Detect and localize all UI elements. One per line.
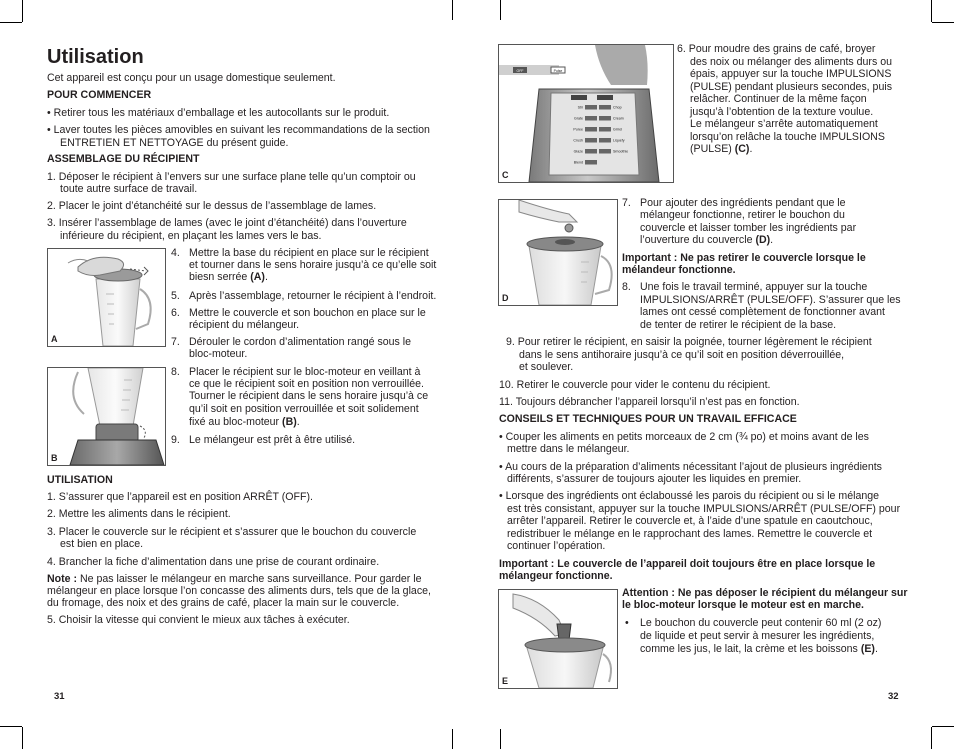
- panel-right-label: Chop: [613, 105, 622, 110]
- figure-b-label: B: [51, 453, 58, 463]
- step-text: relâcher. Continuer de la même façon: [690, 93, 867, 105]
- attention-note: Attention : Ne pas déposer le récipient du mélangeur sur: [622, 587, 908, 599]
- step-text: 11. Toujours débrancher l’appareil lorsqu’il n’est pas en fonction.: [499, 396, 800, 408]
- step-text: l’ouverture du couvercle (D).: [640, 234, 774, 246]
- adding-ingredients-illustration: [499, 200, 617, 305]
- step-text: IMPULSIONS/ARRÊT (PULSE/OFF). S’assurer que les: [640, 294, 901, 306]
- crop-mark: [22, 0, 23, 22]
- step-text: mélangeur fonctionne, retirer le bouchon du: [640, 209, 845, 221]
- panel-left-label: Grate: [574, 116, 583, 121]
- pour-commencer-heading: POUR COMMENCER: [47, 89, 152, 101]
- list-item: 3. Insérer l’assemblage de lames (avec le joint d’étanchéité) dans l’ouverture: [47, 217, 407, 229]
- list-item: arrêter l’appareil. Retirer le couvercle et, à l’aide d’une spatule en caoutchouc,: [507, 515, 873, 527]
- note-text: Ne pas laisser le mélangeur en marche sans surveillance. Pour garder le: [77, 573, 422, 585]
- step-number: 9.: [171, 434, 180, 446]
- step-text: couvercle et laisser tomber les ingrédients par: [640, 222, 857, 234]
- list-item: mettre dans le mélangeur.: [507, 443, 630, 455]
- panel-speed-key: [585, 105, 597, 110]
- panel-speed-key: [585, 138, 597, 143]
- attention-note: le bloc-moteur lorsque le moteur est en marche.: [622, 599, 864, 611]
- crop-mark: [22, 727, 23, 749]
- step-text: des noix ou mélanger des aliments durs ou: [690, 56, 892, 68]
- step-text: .: [264, 271, 268, 283]
- list-item: • Retirer tous les matériaux d’emballage et les autocollants sur le produit.: [47, 107, 390, 119]
- crop-mark: [452, 729, 453, 749]
- list-item: • Couper les aliments en petits morceaux de 2 cm (¾ po) et moins avant de les: [499, 431, 869, 443]
- panel-speed-key: [585, 116, 597, 121]
- step-number: 7.: [171, 336, 180, 348]
- step-text: Après l’assemblage, retourner le récipient à l’endroit.: [189, 290, 437, 302]
- step-text: bloc-moteur.: [189, 348, 248, 360]
- step-text: Dérouler le cordon d’alimentation rangé sous le: [189, 336, 412, 348]
- step-text: jusqu’à l’obtention de la texture voulue.: [690, 106, 874, 118]
- figure-d: [498, 199, 618, 306]
- step-text: Le mélangeur est prêt à être utilisé.: [189, 434, 356, 446]
- figure-b: [47, 367, 166, 466]
- step-text: 6. Pour moudre des grains de café, broyer: [677, 43, 876, 55]
- list-item: comme les jus, le lait, la crème et les boissons: [640, 643, 858, 655]
- figure-a: [47, 248, 166, 347]
- crop-mark: [0, 22, 22, 23]
- panel-speed-key: [599, 105, 611, 110]
- panel-speed-key: [599, 116, 611, 121]
- list-item: différents, s’assurer de toujours ajouter les liquides en premier.: [507, 473, 802, 485]
- step-number: 4.: [171, 247, 180, 259]
- step-text: 10. Retirer le couvercle pour vider le contenu du récipient.: [499, 379, 771, 391]
- panel-right-label: Cream: [613, 116, 624, 121]
- note-text: mélangeur en place lorsque l’on concasse des aliments durs, tels que de la glace,: [47, 585, 431, 597]
- control-panel-illustration: [499, 45, 673, 182]
- intro-text: Cet appareil est conçu pour un usage domestique seulement.: [47, 72, 336, 84]
- figure-d-label: D: [502, 293, 509, 303]
- panel-right-label: Grind: [613, 127, 622, 132]
- conseils-heading: CONSEILS ET TECHNIQUES POUR UN TRAVAIL EFFICACE: [499, 413, 797, 425]
- step-text: (PULSE) (C).: [690, 143, 753, 155]
- page-number: 31: [54, 691, 65, 702]
- list-item: 3. Placer le couvercle sur le récipient et s’assurer que le bouchon du couvercle: [47, 526, 417, 538]
- figure-ref: (B): [282, 416, 297, 428]
- figure-c: [498, 44, 674, 183]
- figure-e-label: E: [502, 676, 509, 686]
- blender-base-illustration: [48, 368, 165, 465]
- crop-mark: [452, 0, 453, 20]
- figure-ref: (A): [250, 271, 265, 283]
- step-number: 8.: [171, 366, 180, 378]
- panel-speed-key: [599, 149, 611, 154]
- panel-right-label: Smoothie: [613, 149, 629, 154]
- list-item: • Laver toutes les pièces amovibles en suivant les recommandations de la section: [47, 124, 430, 136]
- list-item: inférieure du récipient, en plaçant les lames vers le bas.: [60, 230, 322, 242]
- step-text: fixé au bloc-moteur: [189, 416, 280, 428]
- crop-mark: [932, 22, 954, 23]
- step-text: [189, 271, 268, 284]
- list-item: 4. Brancher la fiche d’alimentation dans une prise de courant ordinaire.: [47, 556, 380, 568]
- list-item: • Lorsque des ingrédients ont éclaboussé les parois du récipient ou si le mélange: [499, 490, 880, 502]
- step-text: biesn serrée: [189, 271, 248, 283]
- list-item: est bien en place.: [60, 538, 144, 550]
- important-note: Important : Le couvercle de l’appareil doit toujours être en place lorsque le: [499, 558, 876, 570]
- assemblage-heading: ASSEMBLAGE DU RÉCIPIENT: [47, 153, 200, 165]
- step-text: Mettre la base du récipient en place sur le récipient: [189, 247, 429, 259]
- list-item: toute autre surface de travail.: [60, 183, 198, 195]
- list-item: • Au cours de la préparation d’aliments nécessitant l’ajout de plusieurs ingrédients: [499, 461, 882, 473]
- crop-mark: [500, 729, 501, 749]
- panel-left-label: Glaze: [573, 149, 583, 154]
- step-number: 6.: [171, 307, 180, 319]
- list-item: de liquide et peut servir à mesurer les ingrédients,: [640, 630, 875, 642]
- page-title: Utilisation: [47, 46, 144, 68]
- step-text: lorsqu’on relâche la touche IMPULSIONS: [690, 131, 885, 143]
- figure-ref: (D): [755, 234, 771, 246]
- utilisation-heading: UTILISATION: [47, 474, 113, 486]
- step-text: lames ont cessé complètement de fonctionner avant: [640, 306, 885, 318]
- step-text: et tourner dans le sens horaire jusqu’à ce qu’elle soit: [189, 259, 437, 271]
- important-note: Important : Ne pas retirer le couvercle lorsque le: [622, 252, 866, 264]
- step-text: (PULSE): [690, 143, 732, 155]
- step-number: 7.: [622, 197, 631, 209]
- step-text: dans le sens antihoraire jusqu’à ce qu’il soit en position déverrouillée,: [519, 349, 845, 361]
- step-text: (PULSE) pendant plusieurs secondes, puis: [690, 81, 892, 93]
- figure-e: [498, 589, 618, 689]
- panel-speed-key: [599, 127, 611, 132]
- bullet: •: [625, 617, 629, 629]
- panel-right-label: Liquefy: [613, 138, 625, 143]
- list-item: est très consistant, appuyer sur la touche IMPULSIONS/ARRÊT (PULSE/OFF) pour: [507, 503, 901, 515]
- panel-left-label: Blend: [573, 160, 583, 165]
- crop-mark: [931, 727, 932, 749]
- list-item: 2. Mettre les aliments dans le récipient.: [47, 508, 231, 520]
- step-text: .: [296, 416, 300, 428]
- step-text: et soulever.: [519, 361, 574, 373]
- panel-speed-key: [599, 138, 611, 143]
- note-label: Note :: [47, 573, 78, 585]
- list-item: 1. Déposer le récipient à l’envers sur une surface plane telle qu’un comptoir ou: [47, 171, 416, 183]
- important-note: mélangeur fonctionne.: [499, 570, 613, 582]
- list-item: 1. S’assurer que l’appareil est en position ARRÊT (OFF).: [47, 491, 313, 503]
- step-text: de tenter de retirer le récipient de la base.: [640, 319, 837, 331]
- step-text: Placer le récipient sur le bloc-moteur en veillant à: [189, 366, 421, 378]
- panel-left-label: Crush: [573, 138, 583, 143]
- page-number: 32: [888, 691, 899, 702]
- note-text: du fromage, des noix et des grains de café, placer la main sur le couvercle.: [47, 597, 400, 609]
- panel-speed-key: [585, 160, 597, 165]
- step-text: l’ouverture du couvercle: [640, 234, 753, 246]
- step-text: Une fois le travail terminé, appuyer sur la touche: [640, 281, 868, 293]
- figure-c-label: C: [502, 170, 509, 180]
- step-text: récipient du mélangeur.: [189, 319, 300, 331]
- blender-jar-illustration: [48, 249, 165, 346]
- step-text: ce que le récipient soit en position non verrouillée.: [189, 378, 424, 390]
- crop-mark: [932, 726, 954, 727]
- crop-mark: [500, 0, 501, 20]
- list-item: 5. Choisir la vitesse qui convient le mieux aux tâches à exécuter.: [47, 614, 350, 626]
- step-text: 9. Pour retirer le récipient, en saisir la poignée, tourner légèrement le récipient: [506, 336, 872, 348]
- step-number: 8.: [622, 281, 631, 293]
- step-text: Mettre le couvercle et son bouchon en place sur le: [189, 307, 426, 319]
- off-key-label: OFF: [516, 69, 524, 73]
- panel-speed-key: [585, 149, 597, 154]
- panel-speed-key: [585, 127, 597, 132]
- panel-left-label: Stir: [577, 105, 583, 110]
- list-item: continuer l’opération.: [507, 540, 606, 552]
- step-text: qu’il soit en position verrouillée et soit solidement: [189, 403, 419, 415]
- crop-mark: [0, 726, 22, 727]
- list-item: ENTRETIEN ET NETTOYAGE du présent guide.: [60, 137, 289, 149]
- note-paragraph: [47, 573, 421, 586]
- figure-a-label: A: [51, 334, 58, 344]
- list-item: 2. Placer le joint d’étanchéité sur le dessus de l’assemblage de lames.: [47, 200, 377, 212]
- pulse-key-label: Pulse: [553, 69, 563, 73]
- step-text: [189, 416, 300, 429]
- step-text: épais, appuyer sur la touche IMPULSIONS: [690, 68, 892, 80]
- panel-off-key: [571, 95, 587, 100]
- important-note: mélandeur fonctionne.: [622, 264, 736, 276]
- figure-ref: (E): [860, 643, 875, 655]
- panel-pulse-key: [597, 95, 613, 100]
- step-number: 5.: [171, 290, 180, 302]
- step-text: Pour ajouter des ingrédients pendant que le: [640, 197, 846, 209]
- figure-ref: (C): [734, 143, 750, 155]
- step-text: Tourner le récipient dans le sens horaire jusqu’à ce: [189, 390, 429, 402]
- list-item: redistribuer le mélange en le rapprochant des lames. Remettre le couvercle et: [507, 528, 873, 540]
- list-item: comme les jus, le lait, la crème et les boissons (E).: [640, 643, 878, 655]
- step-text: Le mélangeur s’arrête automatiquement: [690, 118, 878, 130]
- crop-mark: [931, 0, 932, 22]
- lid-cap-illustration: [499, 590, 617, 688]
- list-item: Le bouchon du couvercle peut contenir 60 ml (2 oz): [640, 617, 882, 629]
- panel-left-label: Puree: [573, 127, 583, 132]
